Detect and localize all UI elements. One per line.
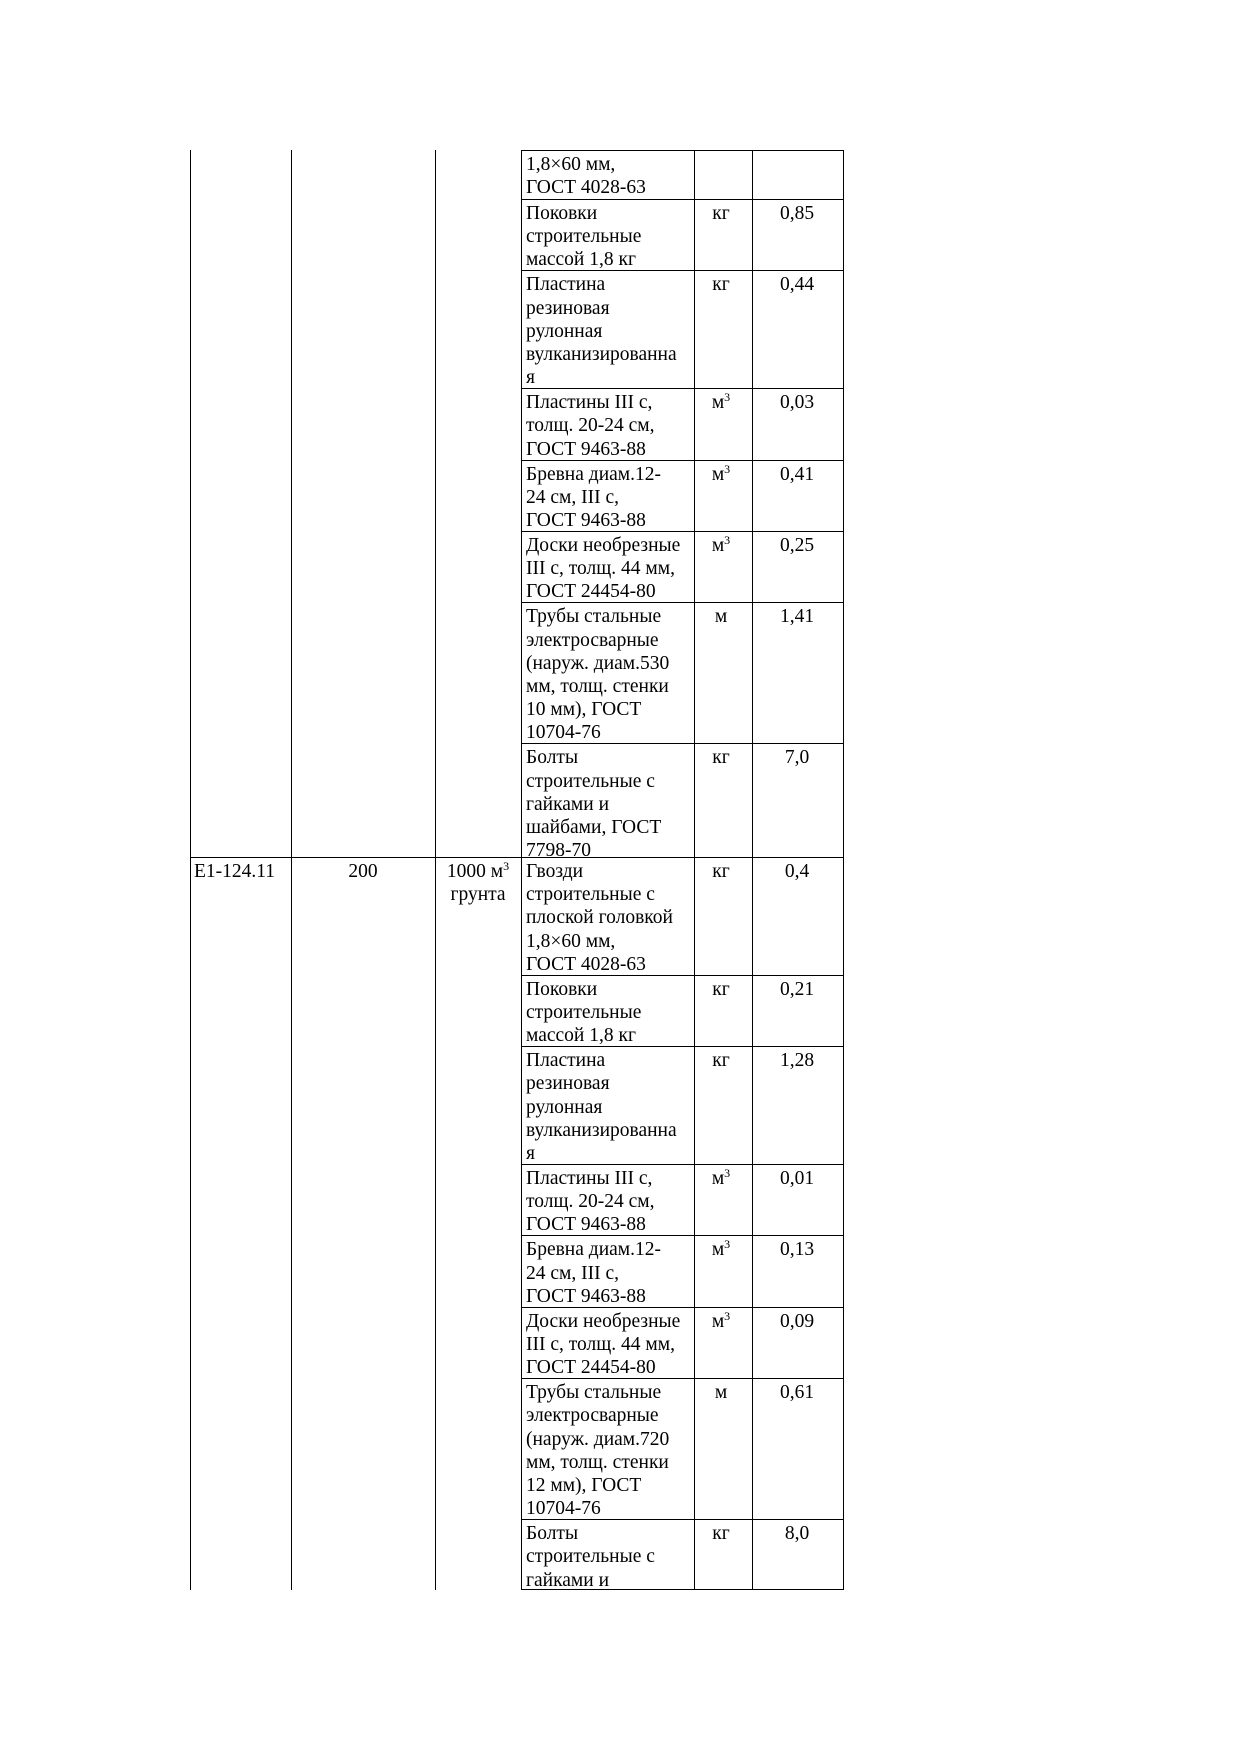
material-name-line: Поковки	[526, 978, 598, 1000]
row-divider	[521, 460, 844, 461]
row-divider	[521, 1519, 844, 1520]
material-value: 7,0	[784, 747, 810, 769]
continuation-line: ГОСТ 4028-63	[526, 177, 646, 198]
material-name-line: ГОСТ 24454-80	[526, 581, 656, 603]
material-value: 0,09	[779, 1310, 815, 1332]
material-value: 8,0	[784, 1523, 810, 1545]
material-name-line: ГОСТ 24454-80	[526, 1357, 656, 1379]
material-unit: кг	[712, 747, 730, 769]
material-name-line: Пластины III с,	[526, 392, 653, 414]
material-unit: $м^3$	[711, 390, 731, 414]
material-unit: кг	[712, 1050, 730, 1072]
material-name-line: ГОСТ 9463-88	[526, 1214, 646, 1236]
material-unit: кг	[712, 978, 730, 1000]
material-value: 0,13	[779, 1239, 815, 1261]
material-name-line: Болты	[526, 747, 579, 769]
material-name-line: строительные с	[526, 770, 655, 792]
material-name-line: (наруж. диам.720	[526, 1428, 670, 1450]
table-border-left	[190, 150, 191, 1590]
material-name-line: резиновая	[526, 297, 610, 319]
row-divider	[521, 1307, 844, 1308]
group-separator	[190, 857, 844, 858]
material-value: 0,4	[784, 861, 810, 882]
material-unit: $м^3$	[711, 1308, 731, 1332]
material-name-line: я	[526, 367, 535, 389]
unit-exponent: 3	[724, 1237, 731, 1252]
row-divider	[521, 1235, 844, 1236]
row-divider	[521, 1046, 844, 1047]
material-name-line: III с, толщ. 44 мм,	[526, 558, 675, 580]
material-unit: $м^3$	[711, 1237, 731, 1261]
material-name-line: рулонная	[526, 1096, 603, 1118]
material-name-line: я	[526, 1143, 535, 1164]
material-name-line: Доски необрезные	[526, 535, 681, 556]
material-name-line: (наруж. диам.530	[526, 652, 670, 674]
material-unit: кг	[712, 274, 730, 296]
material-name-line: Пластина	[526, 1050, 606, 1072]
material-unit: $м^3$	[711, 533, 731, 556]
unit-exponent: 3	[724, 1166, 731, 1180]
material-name-line: толщ. 20-24 см,	[526, 1191, 655, 1213]
material-name-line: Трубы стальные	[526, 1382, 662, 1404]
material-name-line: Гвозди	[526, 861, 584, 882]
unit-exponent: 3	[724, 390, 731, 405]
material-name-line: Бревна диам.12-	[526, 463, 661, 485]
material-name-line: строительные	[526, 1002, 642, 1023]
material-name-line: мм, толщ. стенки	[526, 1451, 669, 1473]
material-name-line: ГОСТ 9463-88	[526, 1285, 646, 1307]
material-name-line: 10704-76	[526, 1498, 601, 1520]
material-value: 0,61	[779, 1382, 815, 1404]
material-name-line: 24 см, III с,	[526, 486, 620, 508]
material-value: 0,21	[779, 978, 815, 1000]
material-value: 0,41	[779, 463, 815, 485]
row-divider	[521, 199, 844, 200]
continuation-line: 1,8×60 мм,	[526, 154, 616, 175]
material-name-line: Поковки	[526, 203, 598, 224]
material-name-line: толщ. 20-24 см,	[526, 415, 655, 437]
material-unit: м	[714, 606, 728, 628]
item-measure-line1: 1000 $м^3$	[446, 859, 510, 882]
material-name-line: ГОСТ 9463-88	[526, 510, 646, 531]
material-unit: кг	[712, 203, 730, 224]
row-divider	[521, 602, 844, 603]
material-name-line: строительные	[526, 226, 642, 248]
material-name-line: строительные с	[526, 1546, 655, 1568]
material-unit: $м^3$	[711, 1166, 731, 1189]
material-name-line: Доски необрезные	[526, 1310, 681, 1332]
row-divider	[521, 975, 844, 976]
material-name-line: Пластина	[526, 274, 606, 296]
material-value: 0,44	[779, 274, 815, 296]
item-code: Е1-124.11	[194, 861, 276, 882]
table-border-right	[843, 150, 844, 1590]
material-value: 0,25	[779, 535, 815, 556]
unit-exponent: 3	[724, 1308, 731, 1323]
material-name-line: плоской головкой	[526, 907, 673, 929]
material-name-line: гайками и	[526, 1569, 610, 1591]
material-unit: кг	[712, 1523, 730, 1545]
table-border-top	[521, 150, 844, 151]
row-divider	[521, 1164, 844, 1165]
material-unit: кг	[712, 861, 730, 882]
unit-exponent: 3	[724, 461, 731, 476]
material-name-line: рулонная	[526, 320, 603, 342]
material-value: 1,28	[779, 1050, 815, 1072]
material-value: 0,85	[779, 203, 815, 224]
row-divider	[521, 531, 844, 532]
material-unit: м	[714, 1382, 728, 1404]
material-name-line: Трубы стальные	[526, 606, 662, 628]
material-name-line: вулканизированна	[526, 344, 677, 365]
item-measure-line2: грунта	[450, 884, 506, 905]
material-name-line: 1,8×60 мм,	[526, 930, 616, 952]
material-name-line: Пластины III с,	[526, 1168, 653, 1189]
material-name-line: ГОСТ 9463-88	[526, 438, 646, 460]
material-name-line: массой 1,8 кг	[526, 1025, 636, 1047]
material-name-line: 12 мм), ГОСТ	[526, 1475, 642, 1496]
material-name-line: электросварные	[526, 1405, 659, 1427]
material-value: 0,01	[779, 1168, 815, 1189]
row-divider	[521, 1378, 844, 1379]
material-name-line: вулканизированна	[526, 1119, 677, 1141]
material-name-line: массой 1,8 кг	[526, 249, 636, 271]
material-name-line: 7798-70	[526, 840, 591, 862]
material-value: 1,41	[779, 606, 815, 628]
material-name-line: III с, толщ. 44 мм,	[526, 1334, 675, 1355]
material-unit: $м^3$	[711, 461, 731, 485]
material-name-line: Болты	[526, 1523, 579, 1545]
item-quantity: 200	[348, 861, 378, 882]
material-name-line: 10704-76	[526, 722, 601, 744]
material-value: 0,03	[779, 392, 815, 414]
material-name-line: ГОСТ 4028-63	[526, 953, 646, 975]
material-name-line: мм, толщ. стенки	[526, 676, 669, 697]
material-name-line: резиновая	[526, 1073, 610, 1095]
material-name-line: Бревна диам.12-	[526, 1239, 661, 1261]
material-name-line: гайками и	[526, 793, 610, 815]
material-name-line: строительные с	[526, 884, 655, 906]
row-divider	[521, 743, 844, 744]
unit-exponent: 3	[724, 533, 731, 547]
material-name-line: 24 см, III с,	[526, 1262, 620, 1284]
material-name-line: 10 мм), ГОСТ	[526, 699, 642, 721]
material-name-line: шайбами, ГОСТ	[526, 817, 662, 838]
row-divider	[521, 388, 844, 389]
row-divider	[521, 270, 844, 271]
material-name-line: электросварные	[526, 629, 659, 651]
